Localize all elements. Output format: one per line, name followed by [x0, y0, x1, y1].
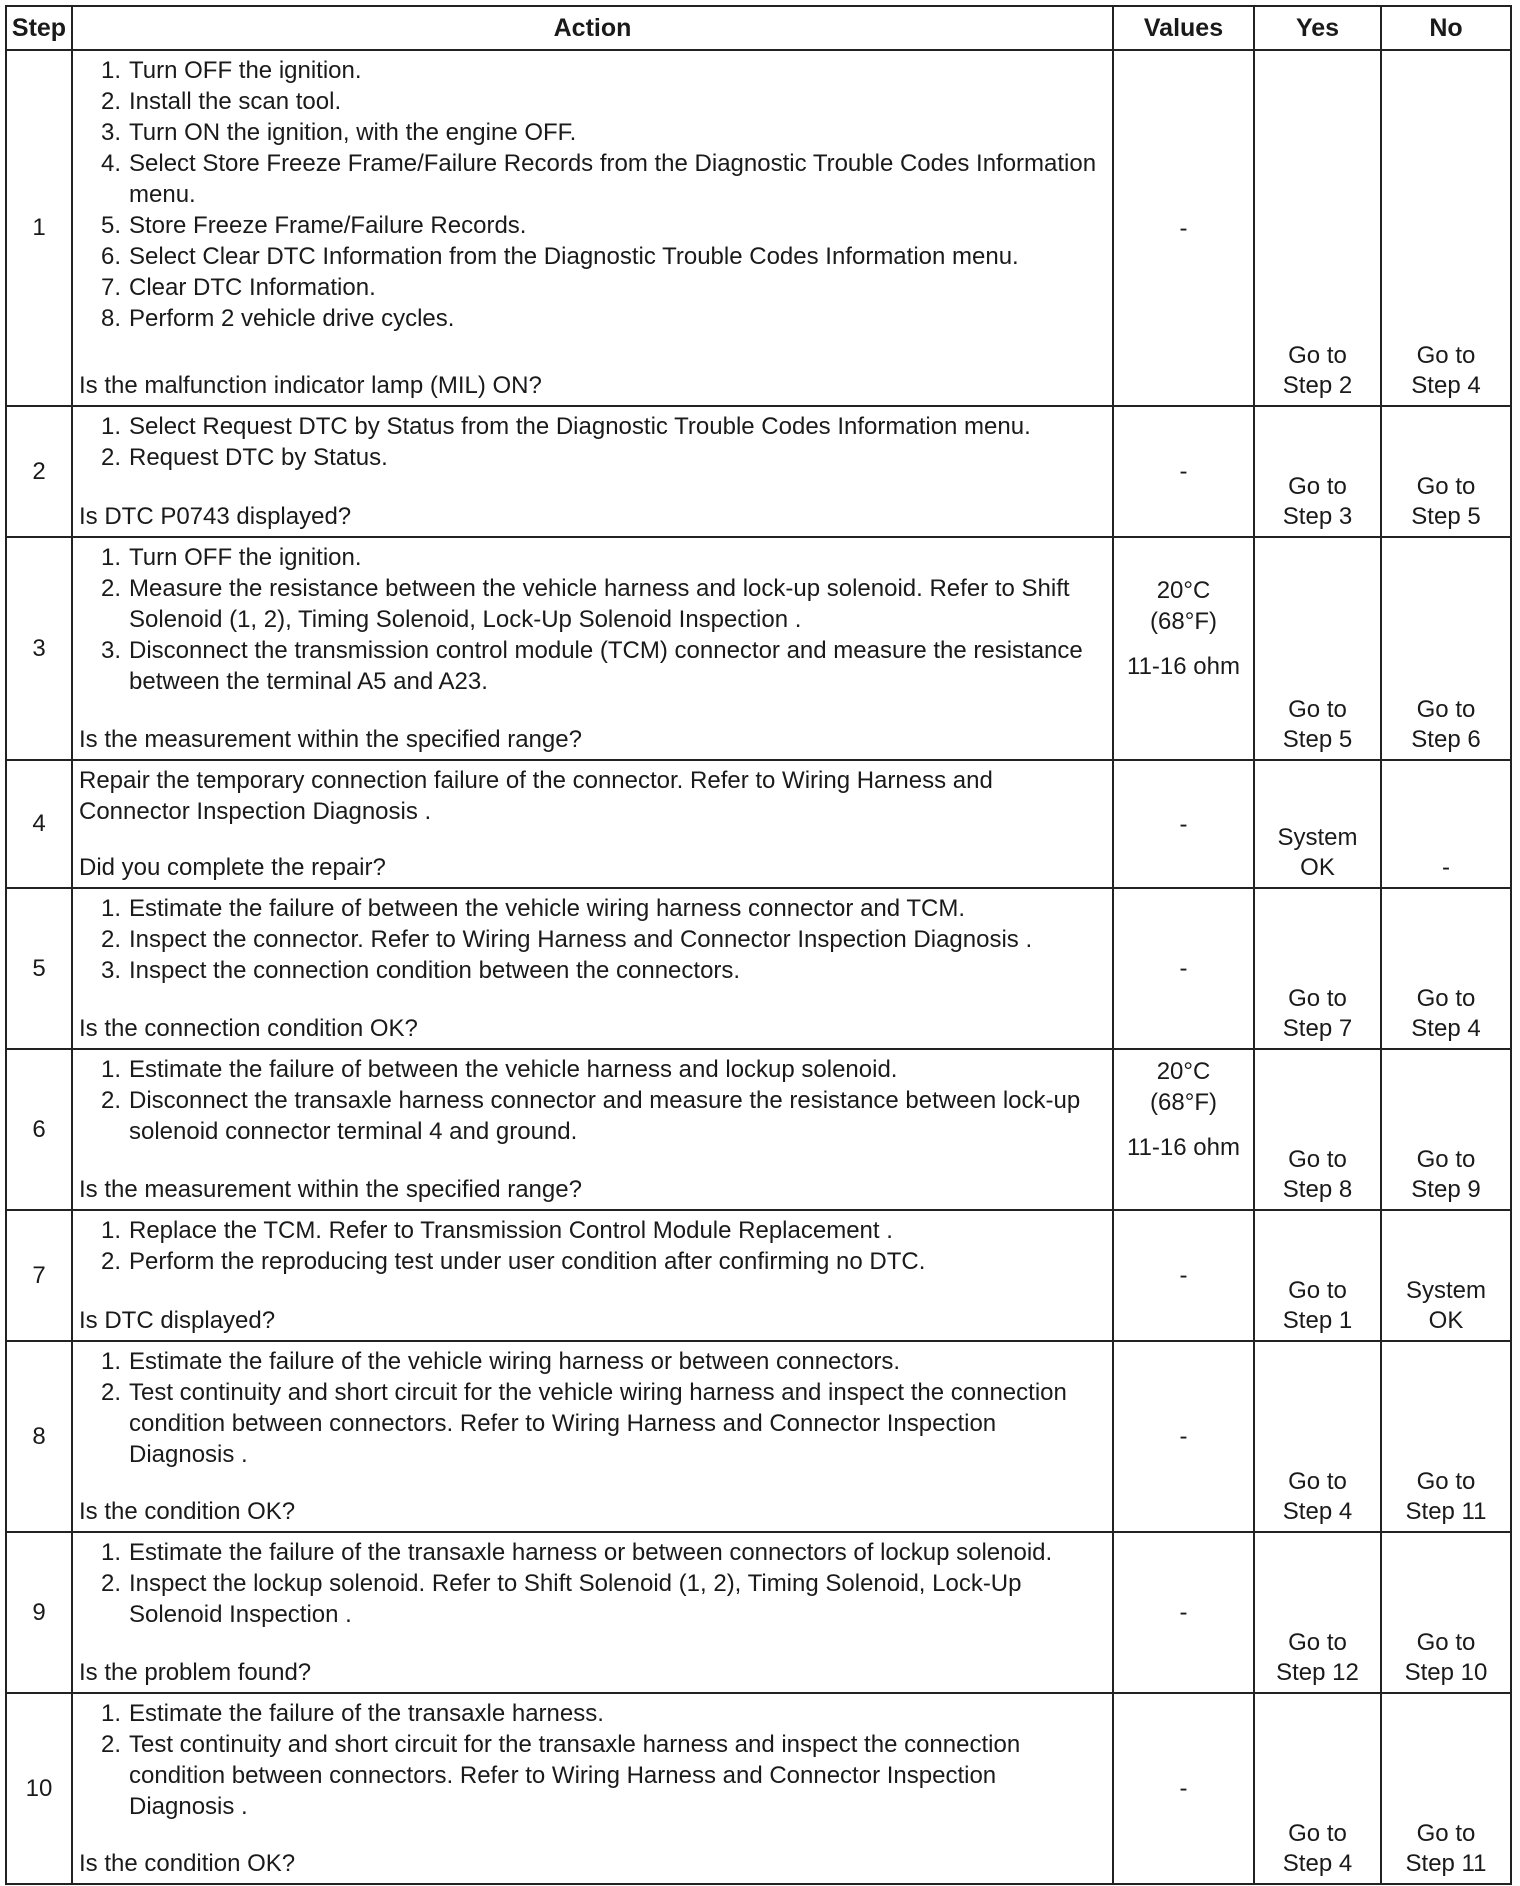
no-target-line: Step 11 [1405, 1850, 1487, 1877]
action-step-number: 2. [100, 1248, 121, 1275]
value-text: - [1179, 1599, 1188, 1626]
action-question: Is the malfunction indicator lamp (MIL) ON? [79, 372, 542, 399]
table-row [6, 1693, 1511, 1884]
header-values: Values [1113, 6, 1254, 50]
header-yes: Yes [1254, 6, 1381, 50]
action-question: Is the connection condition OK? [79, 1015, 418, 1042]
yes-target-line: Step 7 [1282, 1015, 1353, 1042]
action-step-item [79, 542, 1102, 573]
action-step-item [79, 1054, 1102, 1085]
value-line: 11-16 ohm [1127, 653, 1240, 680]
values-cell [1113, 537, 1254, 760]
action-step-number: 2. [100, 1379, 121, 1406]
table-body [6, 50, 1511, 1884]
action-step-number: 1. [100, 413, 121, 440]
values-cell [1113, 406, 1254, 537]
action-step-number: 2. [100, 926, 121, 953]
action-step-number: 2. [100, 444, 121, 471]
action-step-item [79, 86, 1102, 117]
yes-target-line: Step 4 [1282, 1850, 1353, 1877]
action-step-item [79, 1215, 1102, 1246]
action-step-item [79, 1085, 1102, 1147]
value-line: (68°F) [1150, 1089, 1217, 1116]
action-step-number: 5. [100, 212, 121, 239]
action-step-text: Turn ON the ignition, with the engine OFF. [129, 119, 577, 146]
action-step-text: Install the scan tool. [129, 88, 342, 115]
action-paragraph: Repair the temporary connection failure of the connector. Refer to Wiring Harness and Connector Inspection Diagnosis . [79, 767, 993, 825]
action-steps-list [79, 1698, 1102, 1822]
action-step-number: 4. [100, 150, 121, 177]
step-number: 9 [6, 1532, 72, 1693]
yes-target-line: Step 2 [1282, 372, 1353, 399]
action-steps-list [79, 411, 1102, 473]
action-step-item [79, 117, 1102, 148]
action-cell [72, 537, 1113, 760]
values-cell [1113, 888, 1254, 1049]
action-step-text: Test continuity and short circuit for the vehicle wiring harness and inspect the connection condition between connectors. Refer to Wiring Harness and Connector Inspection Diagnosis . [129, 1379, 1067, 1468]
no-cell [1381, 50, 1511, 406]
yes-target-line: Go to [1288, 1629, 1347, 1656]
action-step-text: Turn OFF the ignition. [129, 544, 362, 571]
step-number: 6 [6, 1049, 72, 1210]
no-target-line: Go to [1416, 1146, 1476, 1173]
yes-target-line: Go to [1288, 473, 1347, 500]
no-cell [1381, 537, 1511, 760]
action-step-number: 1. [100, 544, 121, 571]
value-text: - [1179, 1775, 1188, 1802]
yes-cell [1254, 1693, 1381, 1884]
action-step-text: Select Clear DTC Information from the Diagnostic Trouble Codes Information menu. [129, 243, 1019, 270]
action-step-text: Replace the TCM. Refer to Transmission Control Module Replacement . [129, 1217, 893, 1244]
value-text: - [1179, 955, 1188, 982]
action-step-text: Store Freeze Frame/Failure Records. [129, 212, 527, 239]
no-target-line: Go to [1416, 342, 1476, 369]
action-step-text: Test continuity and short circuit for the transaxle harness and inspect the connection condition between connectors. Refer to Wiring Harness and Connector Inspection Diagnosis . [129, 1731, 1021, 1820]
no-target-line: Go to [1416, 1468, 1476, 1495]
action-step-item [79, 1698, 1102, 1729]
table-row [6, 1210, 1511, 1341]
action-step-item [79, 303, 1102, 334]
action-steps-list [79, 1346, 1102, 1470]
action-cell [72, 1049, 1113, 1210]
action-step-item [79, 210, 1102, 241]
yes-target-line: Step 12 [1276, 1659, 1359, 1686]
action-step-item [79, 1568, 1102, 1630]
action-step-item [79, 272, 1102, 303]
yes-target-line: Go to [1288, 1468, 1347, 1495]
no-cell [1381, 1210, 1511, 1341]
step-number: 8 [6, 1341, 72, 1532]
action-step-text: Estimate the failure of the transaxle harness. [129, 1700, 604, 1727]
value-line: (68°F) [1150, 608, 1217, 635]
table-row [6, 406, 1511, 537]
action-step-number: 1. [100, 1348, 121, 1375]
action-step-item [79, 241, 1102, 272]
action-step-number: 2. [100, 575, 121, 602]
no-target-line: Go to [1416, 1820, 1476, 1847]
action-step-text: Perform the reproducing test under user condition after confirming no DTC. [129, 1248, 926, 1275]
action-step-number: 2. [100, 1087, 121, 1114]
table-row [6, 1532, 1511, 1693]
no-cell [1381, 888, 1511, 1049]
action-cell [72, 1532, 1113, 1693]
values-cell [1113, 1049, 1254, 1210]
table-row [6, 1049, 1511, 1210]
action-cell [72, 50, 1113, 406]
yes-target-line: Go to [1288, 985, 1347, 1012]
action-steps-list [79, 1537, 1102, 1630]
yes-cell [1254, 1341, 1381, 1532]
yes-cell [1254, 537, 1381, 760]
values-cell [1113, 1532, 1254, 1693]
yes-target-line: Go to [1288, 1146, 1347, 1173]
step-number: 1 [6, 50, 72, 406]
action-step-number: 1. [100, 57, 121, 84]
action-step-number: 1. [100, 1539, 121, 1566]
step-number: 4 [6, 760, 72, 888]
no-target-line: OK [1428, 1307, 1464, 1334]
no-target-line: System [1405, 1277, 1486, 1304]
yes-cell [1254, 406, 1381, 537]
action-step-item [79, 1346, 1102, 1377]
step-number: 10 [6, 1693, 72, 1884]
no-cell [1381, 1049, 1511, 1210]
yes-target-line: Step 3 [1282, 503, 1353, 530]
action-step-number: 3. [100, 957, 121, 984]
action-step-number: 8. [100, 305, 121, 332]
action-step-text: Inspect the connector. Refer to Wiring Harness and Connector Inspection Diagnosis . [129, 926, 1033, 953]
no-target-line: Step 5 [1411, 503, 1481, 530]
action-step-item [79, 573, 1102, 635]
values-cell [1113, 760, 1254, 888]
action-question: Is the problem found? [79, 1659, 312, 1686]
values-cell [1113, 1210, 1254, 1341]
action-steps-list [79, 1054, 1102, 1147]
value-line: 11-16 ohm [1127, 1134, 1240, 1161]
header-no: No [1381, 6, 1511, 50]
value-text: - [1179, 1423, 1188, 1450]
action-step-text: Clear DTC Information. [129, 274, 376, 301]
action-step-item [79, 411, 1102, 442]
action-step-item [79, 1729, 1102, 1822]
yes-cell [1254, 1049, 1381, 1210]
header-step: Step [6, 6, 72, 50]
action-step-item [79, 148, 1102, 210]
no-target-line: Step 6 [1411, 726, 1481, 753]
no-target-line: Step 4 [1411, 372, 1481, 399]
action-steps-list [79, 893, 1102, 986]
action-step-item [79, 1537, 1102, 1568]
action-step-item [79, 955, 1102, 986]
action-cell [72, 760, 1113, 888]
value-text: - [1179, 458, 1188, 485]
header-action: Action [72, 6, 1113, 50]
action-step-number: 2. [100, 1570, 121, 1597]
action-cell [72, 1341, 1113, 1532]
no-target-line: Go to [1416, 985, 1476, 1012]
yes-target-line: Step 5 [1282, 726, 1353, 753]
action-step-text: Measure the resistance between the vehicle harness and lock-up solenoid. Refer to Shift Solenoid (1, 2), Timing Solenoid, Lock-Up Solenoid Inspection . [129, 575, 1070, 633]
no-target-line: Step 10 [1404, 1659, 1488, 1686]
value-text: - [1179, 1262, 1188, 1289]
yes-target-line: Go to [1288, 1820, 1347, 1847]
action-step-number: 2. [100, 1731, 121, 1758]
action-step-text: Turn OFF the ignition. [129, 57, 362, 84]
action-steps-list [79, 542, 1102, 697]
action-step-item [79, 635, 1102, 697]
yes-target-line: OK [1300, 854, 1335, 881]
yes-cell [1254, 1532, 1381, 1693]
table-row [6, 760, 1511, 888]
yes-target-line: Go to [1288, 696, 1347, 723]
action-step-number: 2. [100, 88, 121, 115]
table-row [6, 1341, 1511, 1532]
diagnostic-table [5, 5, 1512, 1885]
action-question: Is the measurement within the specified range? [79, 726, 582, 753]
action-step-item [79, 442, 1102, 473]
action-step-text: Inspect the lockup solenoid. Refer to Shift Solenoid (1, 2), Timing Solenoid, Lock-Up Solenoid Inspection . [129, 1570, 1022, 1628]
step-number: 3 [6, 537, 72, 760]
table-row [6, 537, 1511, 760]
table-row [6, 888, 1511, 1049]
action-step-number: 3. [100, 637, 121, 664]
yes-target-line: Go to [1288, 342, 1347, 369]
action-cell [72, 1693, 1113, 1884]
yes-cell [1254, 760, 1381, 888]
action-cell [72, 888, 1113, 1049]
action-step-number: 3. [100, 119, 121, 146]
action-step-text: Inspect the connection condition between the connectors. [129, 957, 741, 984]
action-cell [72, 1210, 1113, 1341]
action-step-number: 1. [100, 1700, 121, 1727]
no-target-line: Go to [1416, 473, 1476, 500]
action-step-number: 1. [100, 895, 121, 922]
action-steps-list [79, 1215, 1102, 1277]
action-step-text: Estimate the failure of the transaxle harness or between connectors of lockup solenoid. [129, 1539, 1053, 1566]
values-cell [1113, 1693, 1254, 1884]
no-target-line: Go to [1416, 696, 1476, 723]
no-cell [1381, 760, 1511, 888]
action-question: Is the condition OK? [79, 1850, 296, 1877]
action-step-number: 1. [100, 1056, 121, 1083]
action-step-item [79, 1377, 1102, 1470]
value-line: 20°C [1156, 577, 1211, 604]
action-step-text: Disconnect the transmission control module (TCM) connector and measure the resistance between the terminal A5 and A23. [129, 637, 1083, 695]
action-step-number: 7. [100, 274, 121, 301]
no-cell [1381, 406, 1511, 537]
step-number: 2 [6, 406, 72, 537]
yes-target-line: Go to [1288, 1277, 1347, 1304]
action-step-item [79, 924, 1102, 955]
no-cell [1381, 1693, 1511, 1884]
table-row [6, 50, 1511, 406]
action-step-text: Disconnect the transaxle harness connector and measure the resistance between lock-up solenoid connector terminal 4 and ground. [129, 1087, 1081, 1145]
no-cell [1381, 1341, 1511, 1532]
action-step-text: Select Request DTC by Status from the Diagnostic Trouble Codes Information menu. [129, 413, 1031, 440]
action-cell [72, 406, 1113, 537]
value-text: - [1179, 214, 1188, 242]
yes-target-line: Step 8 [1282, 1176, 1353, 1203]
action-step-number: 6. [100, 243, 121, 270]
no-target-line: Step 4 [1411, 1015, 1481, 1042]
action-step-text: Select Store Freeze Frame/Failure Records from the Diagnostic Trouble Codes Information menu. [129, 150, 1097, 208]
yes-cell [1254, 50, 1381, 406]
action-step-text: Estimate the failure of the vehicle wiring harness or between connectors. [129, 1348, 901, 1375]
no-target-line: Go to [1416, 1629, 1476, 1656]
value-text: - [1179, 810, 1188, 838]
values-cell [1113, 50, 1254, 406]
table-header-row [6, 6, 1511, 50]
no-cell [1381, 1532, 1511, 1693]
action-step-text: Estimate the failure of between the vehicle harness and lockup solenoid. [129, 1056, 898, 1083]
action-question: Is DTC displayed? [79, 1307, 276, 1334]
action-step-item [79, 893, 1102, 924]
yes-target-line: Step 4 [1282, 1498, 1353, 1525]
values-cell [1113, 1341, 1254, 1532]
no-target-line: Step 11 [1405, 1498, 1487, 1525]
yes-cell [1254, 888, 1381, 1049]
no-target-line: Step 9 [1411, 1176, 1481, 1203]
no-target-line: - [1442, 854, 1450, 881]
action-question: Did you complete the repair? [79, 854, 386, 881]
action-question: Is the condition OK? [79, 1498, 296, 1525]
action-step-item [79, 55, 1102, 86]
action-question: Is DTC P0743 displayed? [79, 503, 352, 530]
action-step-text: Perform 2 vehicle drive cycles. [129, 305, 455, 332]
yes-cell [1254, 1210, 1381, 1341]
action-step-number: 1. [100, 1217, 121, 1244]
yes-target-line: Step 1 [1282, 1307, 1353, 1334]
step-number: 5 [6, 888, 72, 1049]
step-number: 7 [6, 1210, 72, 1341]
action-step-item [79, 1246, 1102, 1277]
action-steps-list [79, 55, 1102, 334]
yes-target-line: System [1277, 824, 1358, 851]
action-step-text: Request DTC by Status. [129, 444, 388, 471]
action-step-text: Estimate the failure of between the vehicle wiring harness connector and TCM. [129, 895, 965, 922]
action-question: Is the measurement within the specified range? [79, 1176, 582, 1203]
value-line: 20°C [1156, 1058, 1211, 1085]
